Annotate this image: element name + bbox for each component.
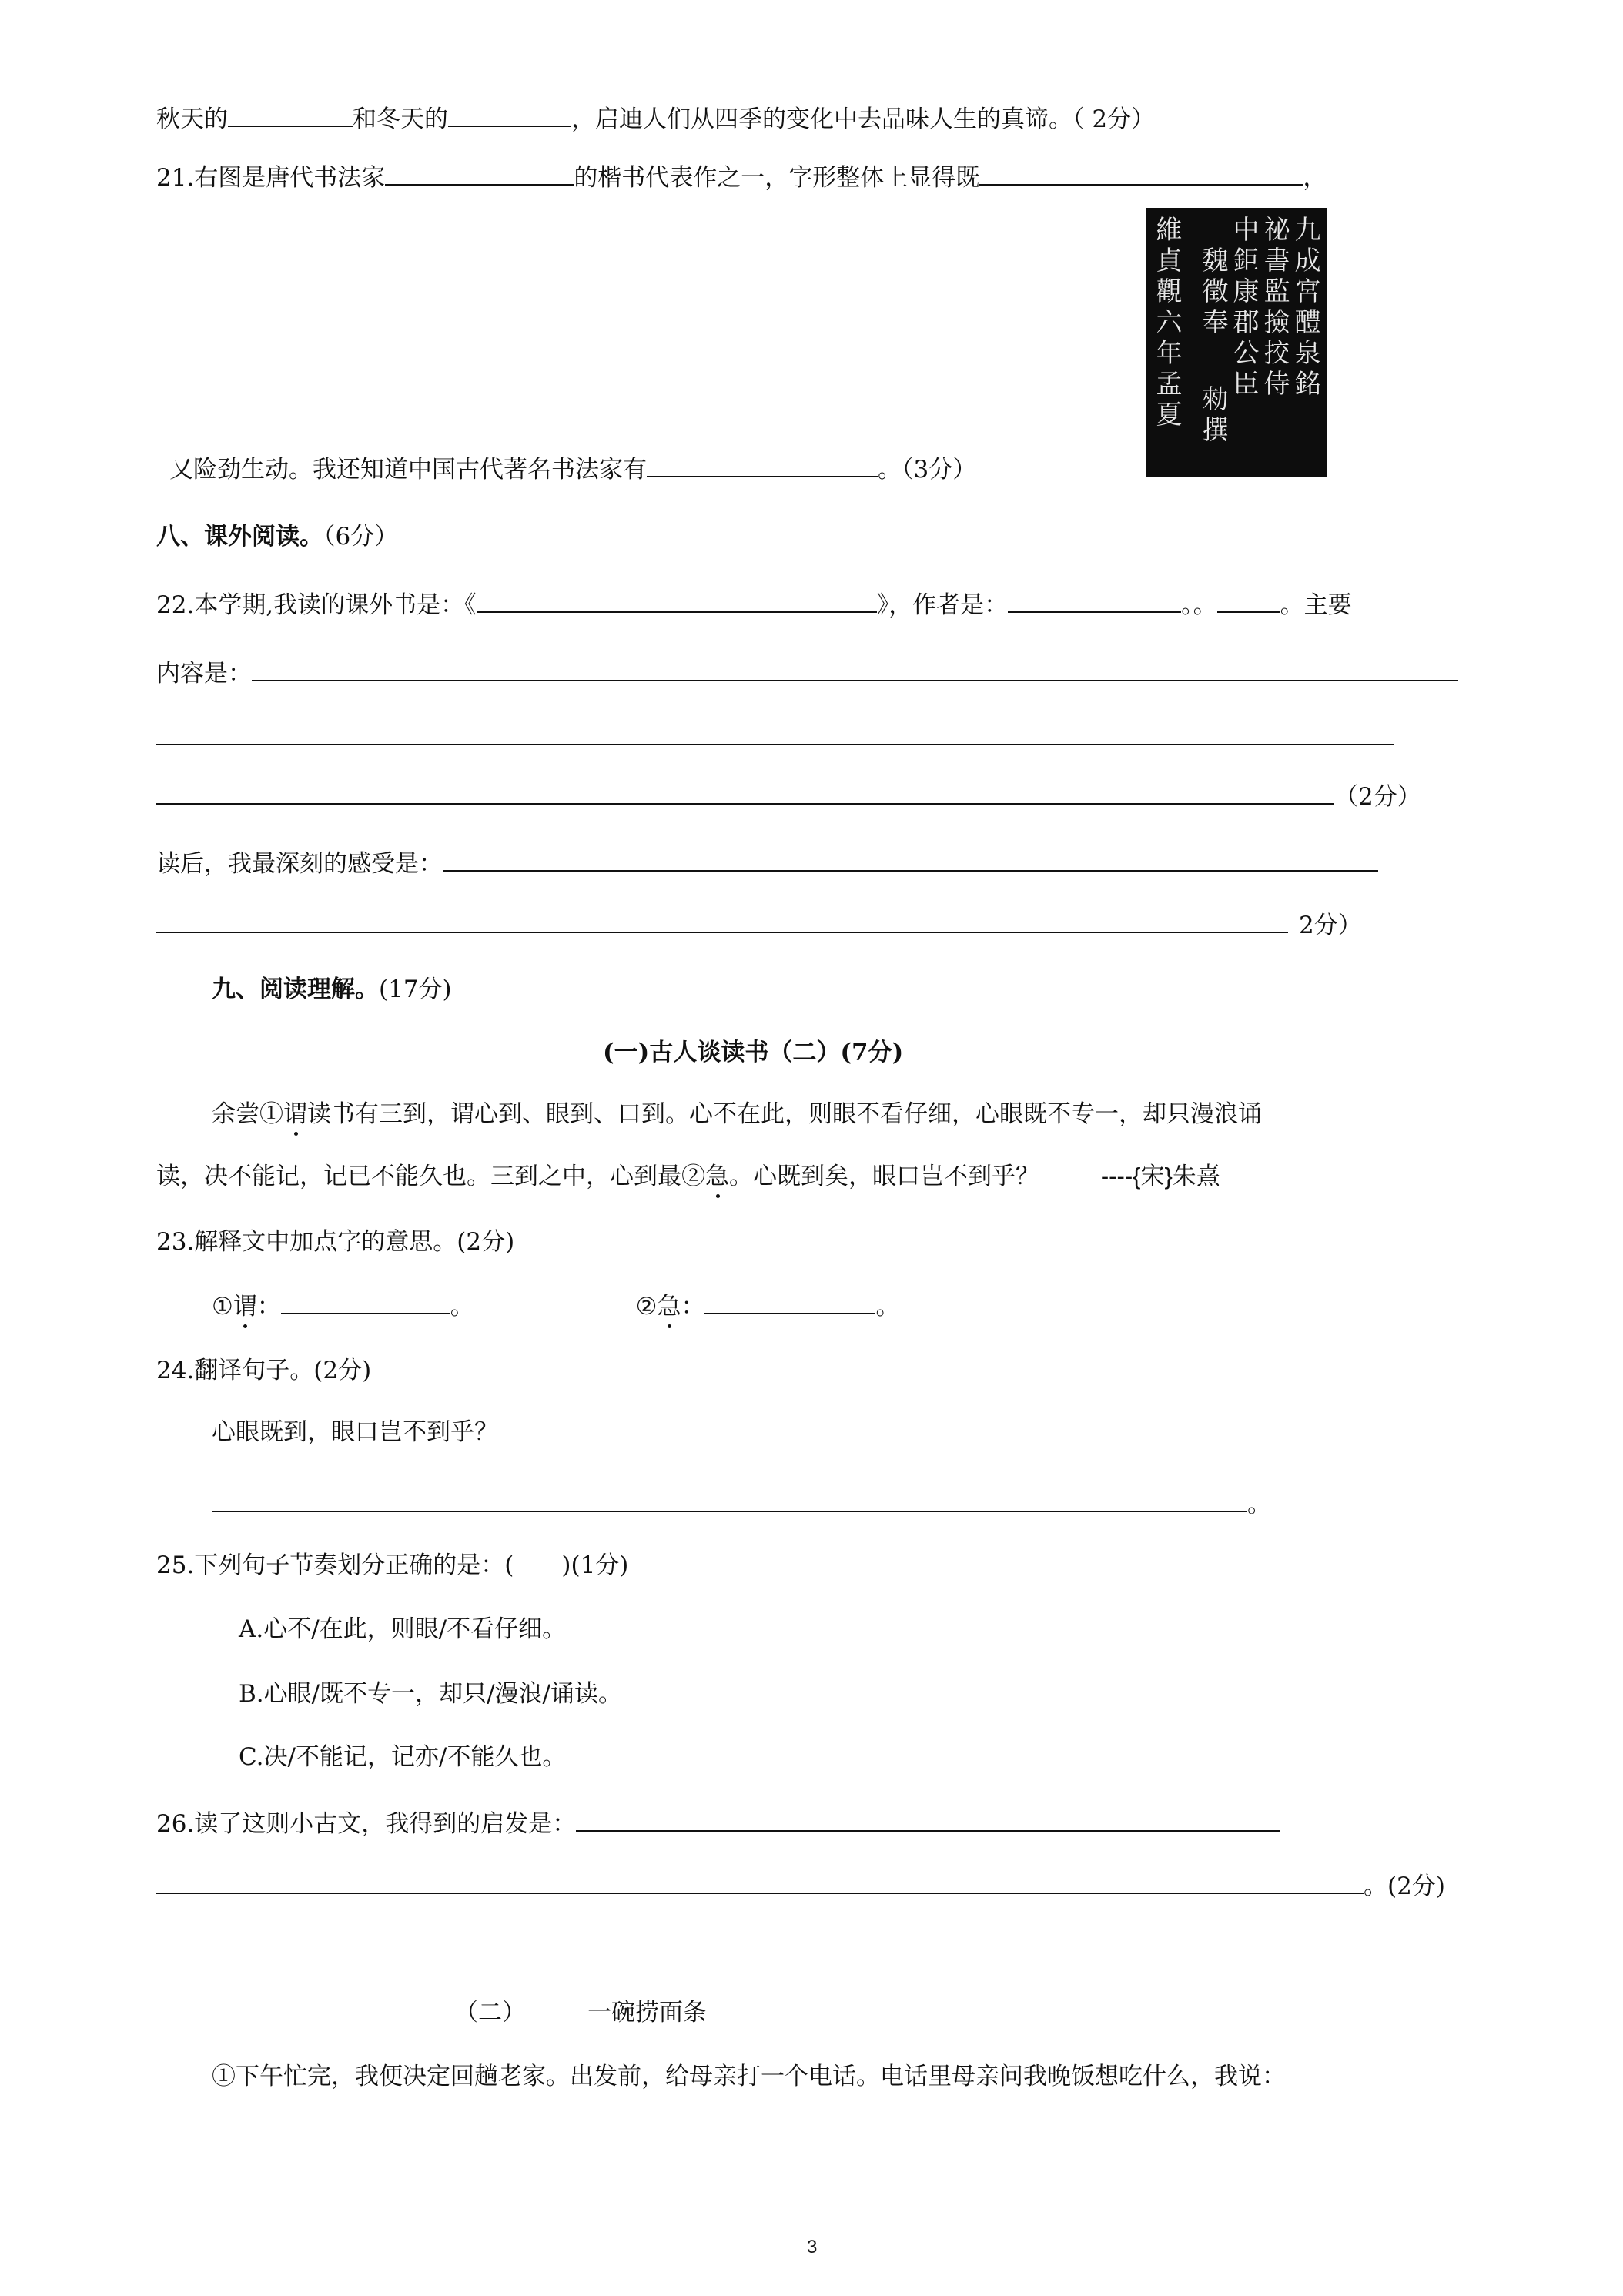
calligraphy-column: 祕書監撿挍侍 bbox=[1259, 216, 1290, 400]
q24-sentence: 心眼既到，眼口岂不到乎？ bbox=[212, 1418, 498, 1446]
feeling-line-2 bbox=[156, 909, 1362, 941]
q22-line bbox=[156, 588, 1352, 621]
q25-option-b[interactable]: B.心眼/既不专一，却只/漫浪/诵读。 bbox=[239, 1680, 622, 1708]
calligraphy-column: 魏徵奉 bbox=[1197, 246, 1228, 339]
q20-tail-line bbox=[156, 102, 1155, 135]
q21-line2 bbox=[169, 453, 976, 485]
q21-post: ， bbox=[1303, 164, 1327, 192]
passage-text: 读书有三到，谓心到、眼到、口到。心不在此，则眼不看仔细，心眼既不专一，却只漫浪诵 bbox=[307, 1100, 1262, 1128]
q23: 23.解释文中加点字的意思。(2分) bbox=[156, 1228, 515, 1256]
answer-blank[interactable] bbox=[212, 1488, 1247, 1512]
q23-a-num: ① bbox=[212, 1293, 233, 1320]
passage-text: 余尝 bbox=[212, 1100, 259, 1128]
passage-author: ----{宋}朱熹 bbox=[1100, 1163, 1220, 1190]
q23-answers bbox=[212, 1290, 899, 1322]
calligraphy-column: 九成宮醴泉銘 bbox=[1290, 216, 1320, 400]
answer-blank[interactable] bbox=[156, 909, 1288, 933]
q21-mid: 的楷书代表作之一，字形整体上显得既 bbox=[574, 164, 980, 192]
answer-blank[interactable] bbox=[281, 1290, 450, 1314]
q20-pre: 秋天的 bbox=[156, 105, 228, 133]
note-marker: ② bbox=[681, 1163, 705, 1190]
q26-line-2 bbox=[156, 1869, 1445, 1902]
passage-line-2 bbox=[156, 1161, 1220, 1192]
passage-line-1 bbox=[212, 1099, 1262, 1130]
passage-text: 读，决不能记，记已不能久也。三到之中，心到最 bbox=[156, 1163, 681, 1190]
answer-blank[interactable] bbox=[448, 102, 571, 127]
answer-blank[interactable] bbox=[979, 161, 1303, 186]
q26-prompt: 26.读了这则小古文，我得到的启发是： bbox=[156, 1810, 577, 1838]
note-marker: ① bbox=[259, 1100, 283, 1128]
q20-mid: 和冬天的 bbox=[353, 105, 448, 133]
score-2a: （2分） bbox=[1334, 783, 1421, 811]
part2-num: （二） bbox=[454, 1999, 526, 2027]
q26-line bbox=[156, 1807, 1280, 1839]
q23-a-end: 。 bbox=[450, 1293, 474, 1320]
q23-a-colon: ： bbox=[256, 1293, 281, 1320]
section9-score: (17分) bbox=[379, 976, 452, 1003]
q23-b-char: 急 bbox=[657, 1293, 681, 1320]
q25-option-c[interactable]: C.决/不能记，记亦/不能久也。 bbox=[239, 1743, 567, 1771]
q23-a-char: 谓 bbox=[233, 1293, 257, 1320]
answer-blank[interactable] bbox=[1217, 588, 1280, 613]
answer-blank[interactable] bbox=[156, 1869, 1364, 1894]
q22-pre: 22.本学期,我读的课外书是：《 bbox=[156, 591, 477, 619]
answer-blank[interactable] bbox=[228, 102, 353, 127]
q22-dots: 。。 bbox=[1181, 591, 1217, 619]
section8-score: （6分） bbox=[323, 523, 399, 551]
q24-answer-line bbox=[212, 1488, 1271, 1520]
answer-blank[interactable] bbox=[576, 1807, 1280, 1832]
author-blank[interactable] bbox=[1008, 588, 1181, 613]
q21-line2-pre: 又险劲生动。我还知道中国古代著名书法家有 bbox=[169, 456, 647, 484]
calligraphy-column: 維貞觀六年孟夏 bbox=[1151, 216, 1182, 431]
q25-option-a[interactable]: A.心不/在此，则眼/不看仔细。 bbox=[239, 1615, 567, 1643]
calligraphy-column: 勑撰 bbox=[1197, 385, 1228, 447]
part1-title: (一)古人谈读书（二）(7分) bbox=[603, 1039, 904, 1066]
q22-mid: 》，作者是： bbox=[876, 591, 1009, 619]
q22-post: 。主要 bbox=[1280, 591, 1352, 619]
q23-b-colon: ： bbox=[681, 1293, 705, 1320]
dotted-char: 急 bbox=[705, 1163, 729, 1190]
q20-post: ，启迪人们从四季的变化中去品味人生的真谛。（ 2分） bbox=[571, 105, 1156, 133]
content-line bbox=[156, 657, 1458, 689]
score-2b: 2分） bbox=[1299, 912, 1362, 939]
calligraphy-column: 中鉅康郡公臣 bbox=[1228, 216, 1259, 400]
section8-heading bbox=[156, 521, 398, 552]
answer-blank[interactable] bbox=[385, 161, 574, 186]
q24-end: 。 bbox=[1247, 1491, 1271, 1518]
content-blank[interactable] bbox=[252, 657, 1458, 681]
feeling-blank[interactable] bbox=[443, 847, 1378, 872]
q23-b-num: ② bbox=[635, 1293, 658, 1320]
q23-b-end: 。 bbox=[875, 1293, 900, 1320]
q21-line1 bbox=[156, 161, 1327, 193]
part2-paragraph: ①下午忙完，我便决定回趟老家。出发前，给母亲打一个电话。电话里母亲问我晚饭想吃什么，我说： bbox=[212, 2063, 1286, 2090]
feeling-label: 读后，我最深刻的感受是： bbox=[156, 850, 443, 878]
answer-rule[interactable] bbox=[156, 744, 1394, 745]
section9-heading bbox=[212, 974, 452, 1005]
answer-blank[interactable] bbox=[647, 453, 878, 477]
content-line-3 bbox=[156, 780, 1421, 812]
calligraphy-image bbox=[1146, 208, 1327, 477]
content-label: 内容是： bbox=[156, 660, 252, 688]
part2-title: 一碗捞面条 bbox=[587, 1999, 707, 2027]
section9-title: 九、阅读理解。 bbox=[212, 976, 379, 1003]
book-title-blank[interactable] bbox=[477, 588, 877, 613]
answer-blank[interactable] bbox=[156, 780, 1334, 805]
feeling-line bbox=[156, 847, 1378, 879]
answer-blank[interactable] bbox=[704, 1290, 875, 1314]
passage-text: 。心既到矣，眼口岂不到乎？ bbox=[729, 1163, 1039, 1190]
q21-pre: 21.右图是唐代书法家 bbox=[156, 164, 386, 192]
section8-title: 八、课外阅读。 bbox=[156, 523, 323, 551]
page-number: 3 bbox=[807, 2237, 818, 2258]
part2-title-line bbox=[454, 1997, 707, 2028]
q25: 25.下列句子节奏划分正确的是：( )(1分) bbox=[156, 1551, 629, 1579]
q26-end: 。(2分) bbox=[1364, 1873, 1445, 1900]
q21-line2-post: 。（3分） bbox=[878, 456, 977, 484]
dotted-char: 谓 bbox=[283, 1100, 307, 1128]
q24: 24.翻译句子。(2分) bbox=[156, 1357, 372, 1384]
